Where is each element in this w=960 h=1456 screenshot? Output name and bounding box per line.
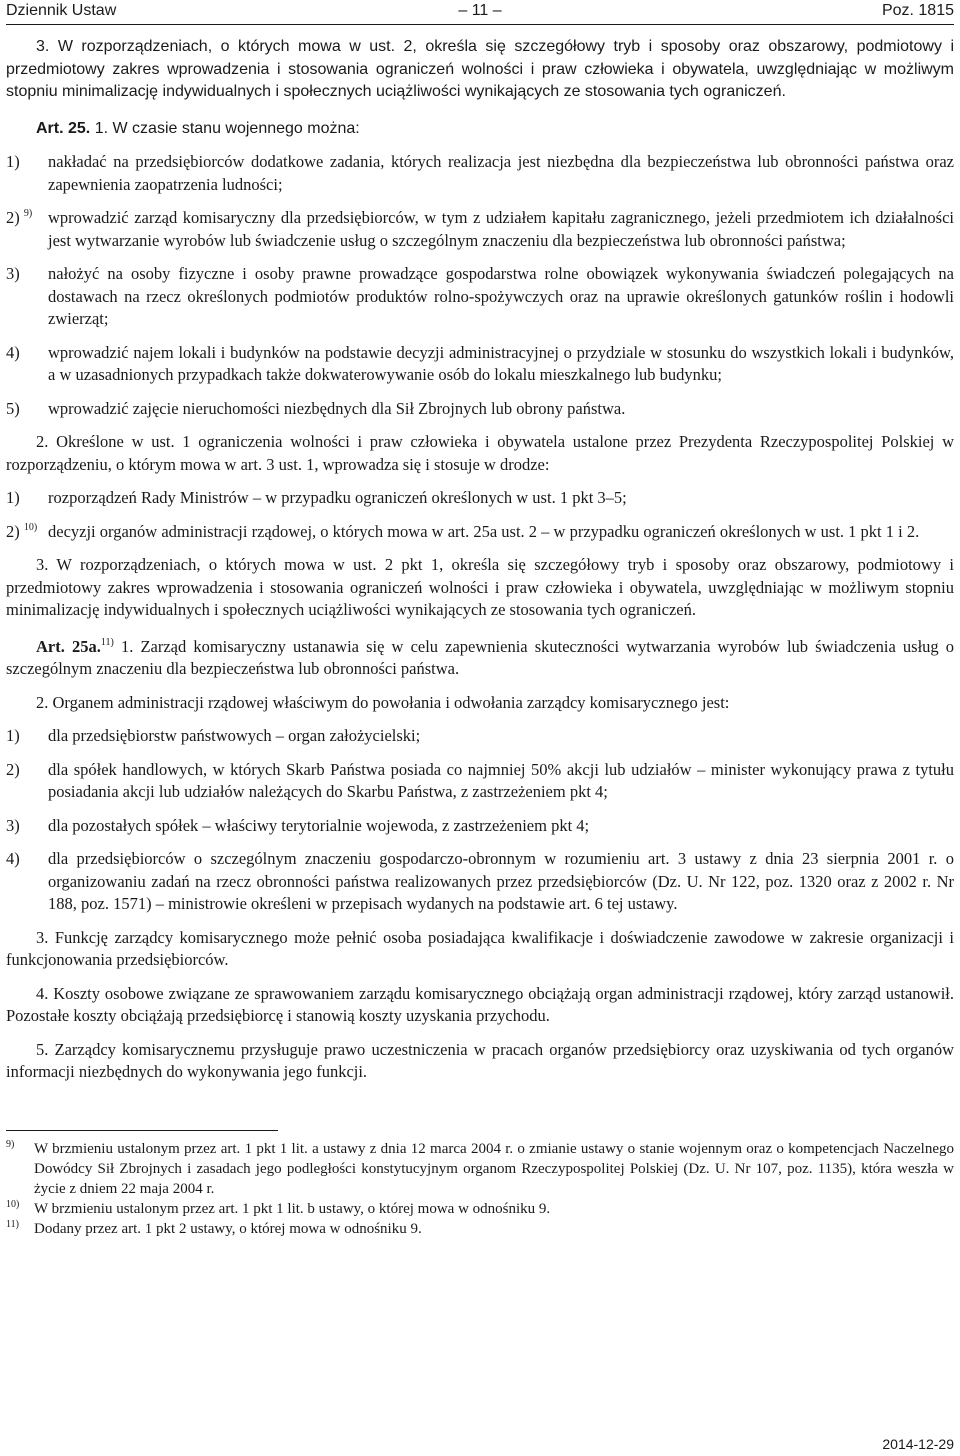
footnote [6, 1219, 954, 1239]
art25-paragraph-3: 3. W rozporządzeniach, o których mowa w ust. 2 pkt 1, określa się szczegółowy tryb i sposoby oraz obszarowy, podmiotowy i przedmiotowy zakres wprowadzenia i stosowania ograniczeń wolności i praw człowieka i obywatela, uwzględniając w możliwym stopniu minimalizację indywidualnych i społecznych uciążliwości wynikających ze stosowania tych ograniczeń. [6, 555, 954, 619]
header-rule [6, 24, 954, 25]
item-text: wprowadzić zarząd komisaryczny dla przedsiębiorców, w tym z udziałem kapitału zagranicznego, jeżeli przedmiotem ich działalności jest wytwarzanie wyrobów lub świadczenie usług o szczególnym znaczeniu dla bezpieczeństwa lub obronności państwa; [48, 208, 954, 250]
art25a-paragraph-1 [6, 636, 954, 681]
item-text: dla przedsiębiorstw państwowych – organ założycielski; [48, 726, 421, 745]
document-page [6, 0, 954, 1239]
footnote-number: 10) [6, 1198, 20, 1210]
art25a-paragraph-4: 4. Koszty osobowe związane ze sprawowaniem zarządu komisarycznego obciążają organ administracji rządowej, który zarząd ustanowił. Pozostałe koszty obciążają przedsiębiorcę i stanowią koszty uzyskania przychodu. [6, 983, 954, 1025]
item-text: decyzji organów administracji rządowej, o których mowa w art. 25a ust. 2 – w przypadku ograniczeń określonych w ust. 1 pkt 1 i 2. [48, 521, 920, 541]
page-date: 2014-12-29 [882, 1436, 954, 1452]
item-text: rozporządzeń Rady Ministrów – w przypadku ograniczeń określonych w ust. 1 pkt 3–5; [48, 488, 627, 507]
list-item [6, 521, 954, 544]
art25-intro [6, 118, 954, 141]
paragraph-top: 3. W rozporządzeniach, o których mowa w ust. 2, określa się szczegółowy tryb i sposoby oraz obszarowy, podmiotowy i przedmiotowy zakres wprowadzenia i stosowania ograniczeń wolności i praw człowieka i obywatela, uwzględniając w możliwym stopniu minimalizację indywidualnych i społecznych uciążliwości wynikających ze stosowania tych ograniczeń. [6, 38, 954, 100]
item-text: nałożyć na osoby fizyczne i osoby prawne prowadzące gospodarstwa rolne obowiązek wykonywania świadczeń polegających na dostawach na rzecz określonych podmiotów produktów rolno-spożywczych oraz na uprawie określonych gatunków roślin i hodowli zwierząt; [48, 264, 954, 328]
footnote-ref: 9) [23, 208, 33, 219]
footnote-number: 9) [6, 1138, 15, 1150]
journal-title: Dziennik Ustaw [6, 2, 117, 19]
list-item [6, 487, 954, 510]
list-item [6, 207, 954, 252]
list-item [6, 398, 954, 421]
art25a-heading: Art. 25a. [36, 636, 101, 656]
footnotes [6, 1139, 954, 1239]
art25a-paragraph-5: 5. Zarządcy komisarycznemu przysługuje prawo uczestniczenia w pracach organów przedsiębiorcy oraz uzyskiwania od tych organów informacji niezbędnych do wykonywania jego funkcji. [6, 1039, 954, 1081]
item-number: 4) [6, 849, 20, 868]
item-text: wprowadzić najem lokali i budynków na podstawie decyzji administracyjnej o przydziale w stosunku do wszystkich lokali i budynków, a w uzasadnionych przypadkach także dokwaterowywanie osób do lokalu mieszkalnego lub budynku; [48, 342, 954, 384]
item-text: dla pozostałych spółek – właściwy terytorialnie wojewoda, z zastrzeżeniem pkt 4; [48, 815, 590, 835]
item-number: 2) $^{9)}$ [6, 208, 33, 227]
item-number: 1) [6, 152, 20, 171]
footnote-ref: 10) [23, 521, 38, 533]
footnote-ref: 11) [100, 636, 114, 648]
art25-paragraph-2: 2. Określone w ust. 1 ograniczenia wolności i praw człowieka i obywatela ustalone przez Prezydenta Rzeczypospolitej Polskiej w rozporządzeniu, o którym mowa w art. 3 ust. 1, wprowadza się i stosuje w drodze: [6, 432, 954, 474]
art25a-paragraph-2: 2. Organem administracji rządowej właściwym do powołania i odwołania zarządcy komisarycznego jest: [36, 692, 730, 712]
page-header [6, 0, 954, 22]
item-number: 1) [6, 726, 20, 745]
art25-list [6, 151, 954, 420]
item-number: 2) [6, 759, 20, 779]
art25-list-2 [6, 487, 954, 543]
item-text: wprowadzić zajęcie nieruchomości niezbędnych dla Sił Zbrojnych lub obrony państwa. [48, 398, 626, 418]
item-number: 3) [6, 264, 20, 283]
item-number: 5) [6, 398, 20, 418]
list-item [6, 342, 954, 387]
footnote-rule [6, 1130, 278, 1131]
art25-heading: Art. 25. [36, 119, 91, 137]
footnote-number: 11) [6, 1218, 19, 1230]
art25-intro-text: 1. W czasie stanu wojennego można: [94, 119, 360, 137]
list-item [6, 848, 954, 916]
art25a-paragraph-3: 3. Funkcję zarządcy komisarycznego może pełnić osoba posiadająca kwalifikacje i doświadczenie zawodowe w zakresie organizacji i funkcjonowania przedsiębiorców. [6, 927, 954, 969]
footnote [6, 1199, 954, 1219]
list-item [6, 151, 954, 196]
list-item [6, 263, 954, 331]
item-text: dla przedsiębiorców o szczególnym znaczeniu gospodarczo-obronnym w rozumieniu art. 3 ustawy z dnia 23 sierpnia 2001 r. o organizowaniu zadań na rzecz obronności państwa realizowanych przez przedsiębiorców (Dz. U. Nr 122, poz. 1320 oraz z 2002 r. Nr 188, poz. 1571) – ministrowie określeni w przepisach wydanych na podstawie art. 6 tej ustawy. [48, 849, 954, 913]
page-number: – 11 – [458, 2, 502, 19]
list-item [6, 759, 954, 804]
art25a-list [6, 725, 954, 916]
item-number: 2) $^{10)}$ [6, 521, 38, 541]
item-text: dla spółek handlowych, w których Skarb Państwa posiada co najmniej 50% akcji lub udziałów – minister wykonujący prawa z tytułu posiadania akcji lub udziałów należących do Skarbu Państwa, z zastrzeżeniem pkt 4; [48, 759, 954, 801]
list-item [6, 815, 954, 838]
footnote-text: Dodany przez art. 1 pkt 2 ustawy, o której mowa w odnośniku 9. [34, 1220, 422, 1237]
footnote [6, 1139, 954, 1199]
footnote-text: W brzmieniu ustalonym przez art. 1 pkt 1 lit. b ustawy, o której mowa w odnośniku 9. [34, 1200, 551, 1217]
item-text: nakładać na przedsiębiorców dodatkowe zadania, których realizacja jest niezbędna dla bezpieczeństwa lub obronności państwa oraz zapewnienia zaopatrzenia ludności; [48, 152, 954, 194]
list-item [6, 725, 954, 748]
art25a-p1-text: 1. Zarząd komisaryczny ustanawia się w celu zapewnienia skuteczności wytwarzania wyrobów lub świadczenia usług o szczególnym znaczeniu dla bezpieczeństwa lub obronności państwa. [6, 636, 955, 678]
item-number: 1) [6, 488, 20, 507]
item-number: 4) [6, 342, 20, 362]
footnote-text: W brzmieniu ustalonym przez art. 1 pkt 1 lit. a ustawy z dnia 12 marca 2004 r. o zmianie ustawy o stanie wojennym oraz o kompetencjach Naczelnego Dowódcy Sił Zbrojnych i zasadach jego podległości konstytucyjnym organom Rzeczypospolitej Polskiej (Dz. U. Nr 107, poz. 1135), która weszła w życie z dniem 22 maja 2004 r. [34, 1140, 954, 1197]
position-number: Poz. 1815 [881, 2, 954, 19]
item-number: 3) [6, 815, 20, 835]
